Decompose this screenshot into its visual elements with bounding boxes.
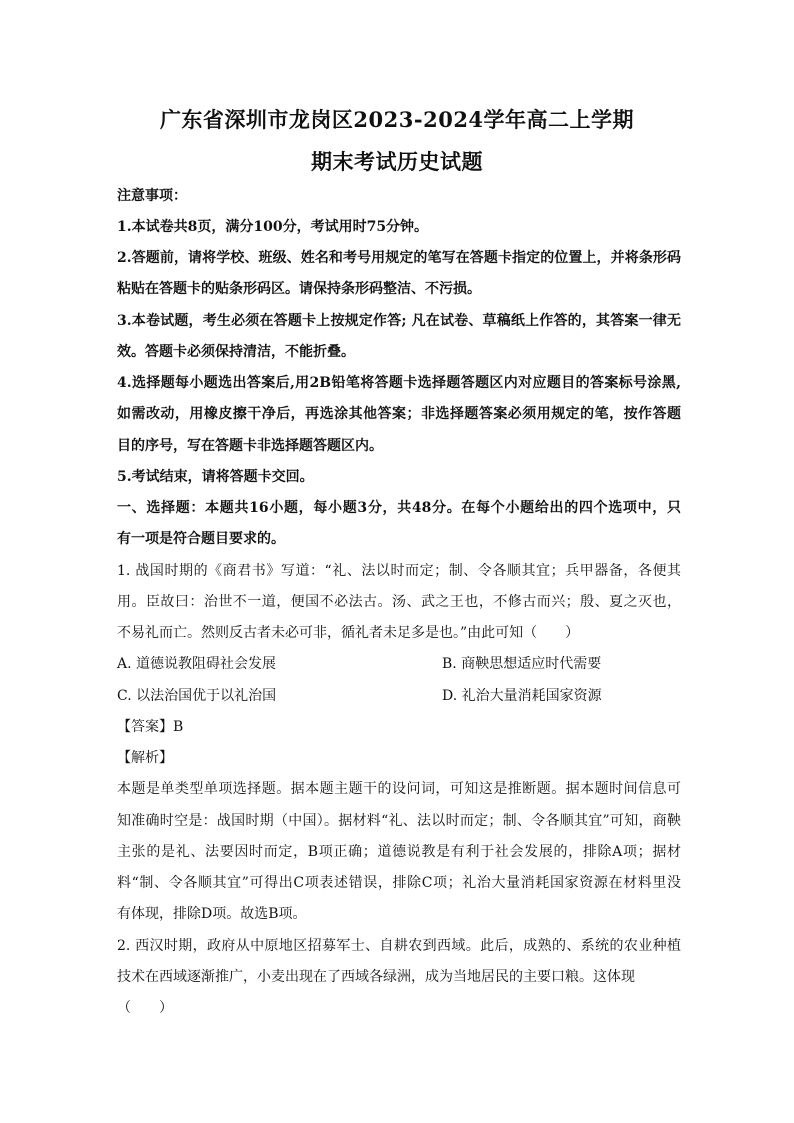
question-1-option-a: A. 道德说教阻碍社会发展 <box>117 656 277 672</box>
question-1-analysis: 主张的是礼、法要因时而定，B项正确；道德说教是有利于社会发展的，排除A项；据材 <box>117 844 681 860</box>
notice-line: 5.考试结束，请将答题卡交回。 <box>117 469 314 485</box>
question-1-analysis: 知准确时空是：战国时期（中国）。据材料“礼、法以时而定；制、令各顺其宜”可知，商鞅 <box>117 813 681 829</box>
question-2-stem: 2. 西汉时期，政府从中原地区招募军士、自耕农到西域。此后，成熟的、系统的农业种植 <box>117 938 681 954</box>
question-1-stem: 1. 战国时期的《商君书》写道：“礼、法以时而定；制、令各顺其宜；兵甲器备，各便其 <box>117 563 681 579</box>
section-heading: 一、选择题：本题共16小题，每小题3分，共48分。在每个小题给出的四个选项中，只 <box>117 500 681 516</box>
notice-line: 4.选择题每小题选出答案后,用2B铅笔将答题卡选择题答题区内对应题目的答案标号涂黑, <box>117 375 681 391</box>
notice-line: 粘贴在答题卡的贴条形码区。请保持条形码整洁、不污损。 <box>117 281 481 297</box>
question-2-stem: （ ） <box>117 1000 173 1016</box>
question-1-analysis: 料“制、令各顺其宜”可得出C项表述错误，排除C项；礼治大量消耗国家资源在材料里没 <box>117 875 681 891</box>
notice-line: 效。答题卡必须保持清洁，不能折叠。 <box>117 344 355 360</box>
question-1-option-c: C. 以法治国优于以礼治国 <box>117 688 277 704</box>
question-1-analysis: 本题是单类型单项选择题。据本题主题干的设问词，可知这是推断题。据本题时间信息可 <box>117 781 681 797</box>
question-2-stem: 技术在西域逐渐推广，小麦出现在了西域各绿洲，成为当地居民的主要口粮。这体现 <box>117 969 635 985</box>
exam-title-line1: 广东省深圳市龙岗区2023-2024学年高二上学期 <box>159 107 635 132</box>
notice-line: 1.本试卷共8页，满分100分，考试用时75分钟。 <box>117 219 429 235</box>
question-1-stem: 用。臣故曰：治世不一道，便国不必法古。汤、武之王也，不修古而兴；殷、夏之灭也， <box>117 594 681 610</box>
question-1-analysis-heading: 【解析】 <box>117 750 173 766</box>
notice-line: 2.答题前，请将学校、班级、姓名和考号用规定的笔写在答题卡指定的位置上，并将条形码 <box>117 250 681 266</box>
section-heading: 有一项是符合题目要求的。 <box>117 531 285 547</box>
notice-line: 3.本卷试题，考生必须在答题卡上按规定作答; 凡在试卷、草稿纸上作答的，其答案一律无 <box>117 313 681 329</box>
notice-line: 如需改动，用橡皮擦干净后，再选涂其他答案；非选择题答案必须用规定的笔，按作答题 <box>117 406 681 422</box>
question-1-option-b: B. 商鞅思想适应时代需要 <box>442 656 602 672</box>
question-1-stem: 不易礼而亡。然则反古者未必可非，循礼者未足多是也。”由此可知（ ） <box>117 625 580 641</box>
question-1-option-d: D. 礼治大量消耗国家资源 <box>442 688 602 704</box>
exam-title-line2: 期末考试历史试题 <box>311 149 483 174</box>
notice-heading: 注意事项： <box>117 188 187 204</box>
question-1-answer: 【答案】B <box>117 719 184 735</box>
question-1-analysis: 有体现，排除D项。故选B项。 <box>117 906 307 922</box>
notice-line: 目的序号，写在答题卡非选择题答题区内。 <box>117 438 383 454</box>
